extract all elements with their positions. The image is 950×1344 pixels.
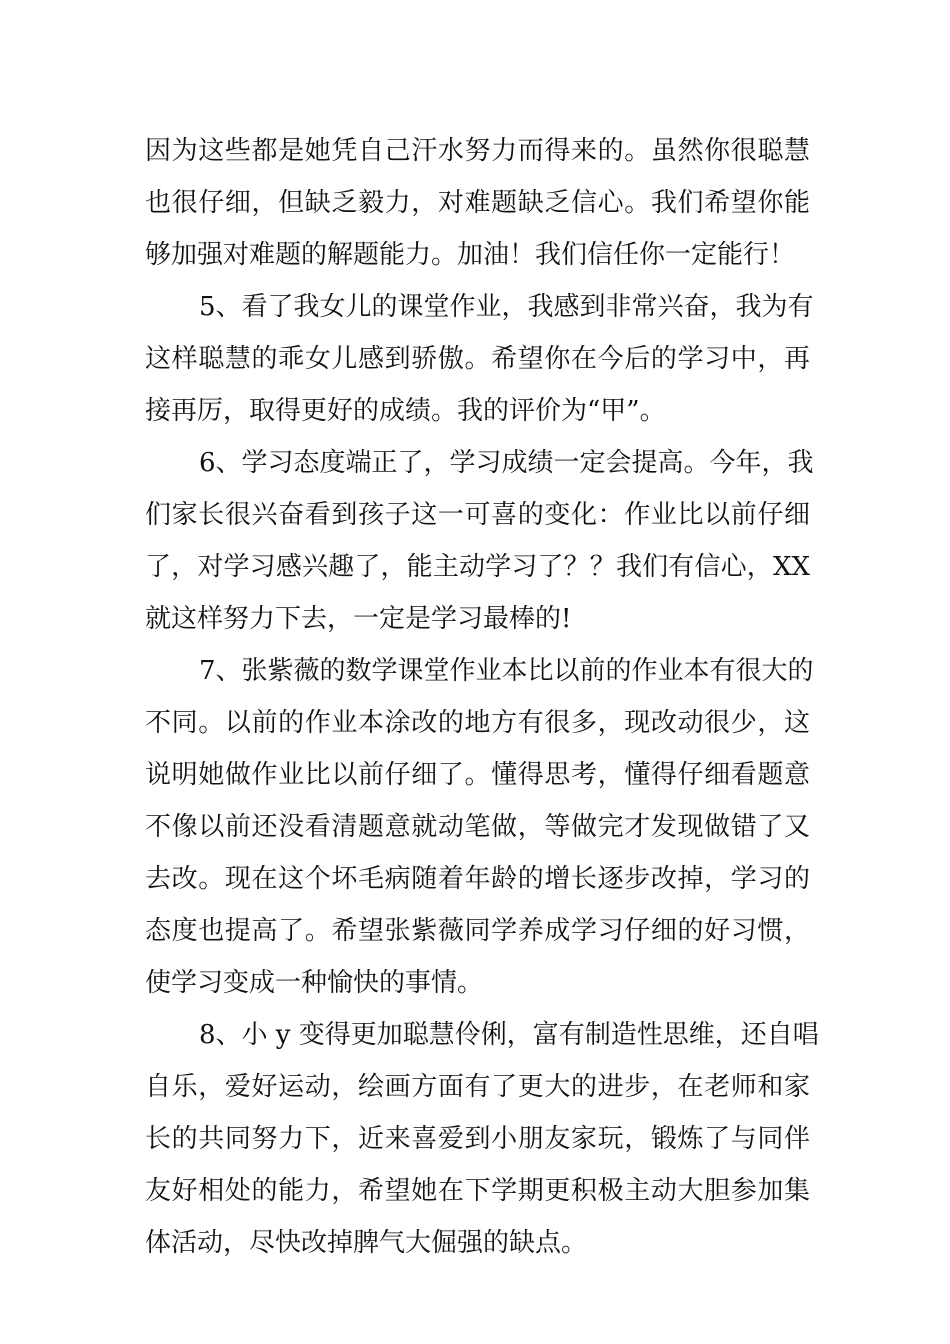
text-line: 们家长很兴奋看到孩子这一可喜的变化：作业比以前仔细 bbox=[145, 500, 810, 530]
text-line: 不像以前还没看清题意就动笔做，等做完才发现做错了又 bbox=[145, 812, 810, 842]
paragraph-5 bbox=[145, 281, 814, 437]
text-line: 长的共同努力下，近来喜爱到小朋友家玩，锻炼了与同伴 bbox=[145, 1124, 810, 1154]
text-line: 8、小 y 变得更加聪慧伶俐，富有制造性思维，还自唱 bbox=[199, 1020, 819, 1050]
text-line: 这样聪慧的乖女儿感到骄傲。希望你在今后的学习中，再 bbox=[145, 344, 810, 374]
paragraph-6 bbox=[145, 437, 814, 645]
text-line: 就这样努力下去，一定是学习最棒的! bbox=[145, 604, 572, 634]
text-line: 态度也提高了。希望张紫薇同学养成学习仔细的好习惯， bbox=[145, 916, 810, 946]
text-line: 接再厉，取得更好的成绩。我的评价为“甲”。 bbox=[145, 396, 666, 426]
text-line: 因为这些都是她凭自己汗水努力而得来的。虽然你很聪慧 bbox=[145, 136, 810, 166]
paragraph-8 bbox=[145, 1009, 819, 1269]
text-line: 够加强对难题的解题能力。加油！我们信任你一定能行！ bbox=[145, 240, 796, 270]
text-line: 体活动，尽快改掉脾气大倔强的缺点。 bbox=[145, 1228, 588, 1258]
text-line: 也很仔细，但缺乏毅力，对难题缺乏信心。我们希望你能 bbox=[145, 188, 810, 218]
text-line: 5、看了我女儿的课堂作业，我感到非常兴奋，我为有 bbox=[199, 292, 814, 322]
text-line: 自乐，爱好运动，绘画方面有了更大的进步，在老师和家 bbox=[145, 1072, 810, 1102]
text-line: 说明她做作业比以前仔细了。懂得思考，懂得仔细看题意 bbox=[145, 760, 810, 790]
text-line: 7、张紫薇的数学课堂作业本比以前的作业本有很大的 bbox=[199, 656, 814, 686]
paragraph-4-continued bbox=[145, 125, 810, 281]
text-line: 6、学习态度端正了，学习成绩一定会提高。今年，我 bbox=[199, 448, 814, 478]
document-body bbox=[145, 125, 819, 1269]
paragraph-7 bbox=[145, 645, 814, 1009]
text-line: 不同。以前的作业本涂改的地方有很多，现改动很少，这 bbox=[145, 708, 810, 738]
text-line: 了，对学习感兴趣了，能主动学习了？？我们有信心，XX bbox=[145, 552, 810, 582]
text-line: 友好相处的能力，希望她在下学期更积极主动大胆参加集 bbox=[145, 1176, 810, 1206]
text-line: 使学习变成一种愉快的事情。 bbox=[145, 968, 484, 998]
text-line: 去改。现在这个坏毛病随着年龄的增长逐步改掉，学习的 bbox=[145, 864, 810, 894]
